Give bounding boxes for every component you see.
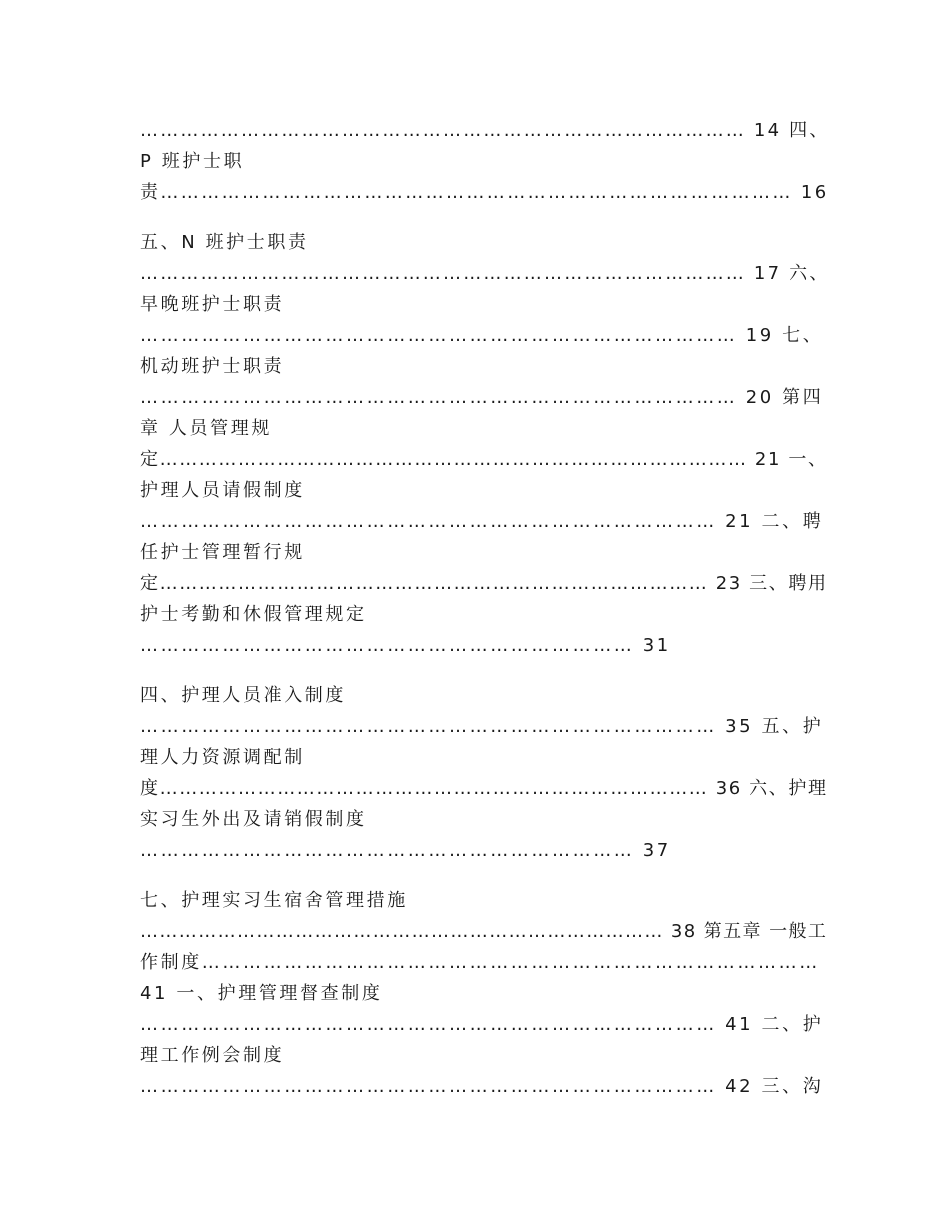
- toc-line: ……………………………………………………………………………… 17 六、: [140, 263, 830, 284]
- toc-line: ………………………………………………………………………… 21 二、聘: [140, 511, 824, 532]
- toc-line: 作制度………………………………………………………………………………: [140, 952, 820, 973]
- toc-line: ………………………………………………………………………… 41 二、护: [140, 1014, 824, 1035]
- toc-line: 41 一、护理管理督查制度: [140, 983, 383, 1004]
- toc-line: 实习生外出及请销假制度: [140, 809, 367, 830]
- toc-line: 护士考勤和休假管理规定: [140, 604, 367, 625]
- toc-line: P 班护士职: [140, 151, 245, 172]
- toc-line: 护理人员请假制度: [140, 480, 305, 501]
- toc-line: 四、护理人员准入制度: [140, 685, 346, 706]
- toc-line: ……………………………………………………………… 37: [140, 840, 671, 861]
- toc-line: 理人力资源调配制: [140, 747, 305, 768]
- toc-line: …………………………………………………………………………… 20 第四: [140, 387, 824, 408]
- toc-line: 早晚班护士职责: [140, 294, 285, 315]
- toc-line: 理工作例会制度: [140, 1045, 285, 1066]
- toc-line: …………………………………………………………………………… 19 七、: [140, 325, 824, 346]
- toc-line: ……………………………………………………………………… 38 第五章 一般工: [140, 921, 828, 942]
- toc-line: ……………………………………………………………………………… 14 四、: [140, 120, 830, 141]
- toc-line: 责………………………………………………………………………………… 16: [140, 182, 829, 203]
- toc-line: 机动班护士职责: [140, 356, 285, 377]
- toc-line: ………………………………………………………………………… 35 五、护: [140, 716, 824, 737]
- toc-line: 任护士管理暂行规: [140, 542, 305, 563]
- toc-line: 定………………………………………………………………………… 23 三、聘用: [140, 573, 828, 594]
- toc-line: 定……………………………………………………………………………… 21 一、: [140, 449, 828, 470]
- toc-line: ………………………………………………………………………… 42 三、沟: [140, 1076, 824, 1097]
- toc-line: 七、护理实习生宿舍管理措施: [140, 890, 408, 911]
- toc-line: 度………………………………………………………………………… 36 六、护理: [140, 778, 828, 799]
- toc-line: 章 人员管理规: [140, 418, 272, 439]
- toc-line: 五、N 班护士职责: [140, 232, 309, 253]
- toc-line: ……………………………………………………………… 31: [140, 635, 671, 656]
